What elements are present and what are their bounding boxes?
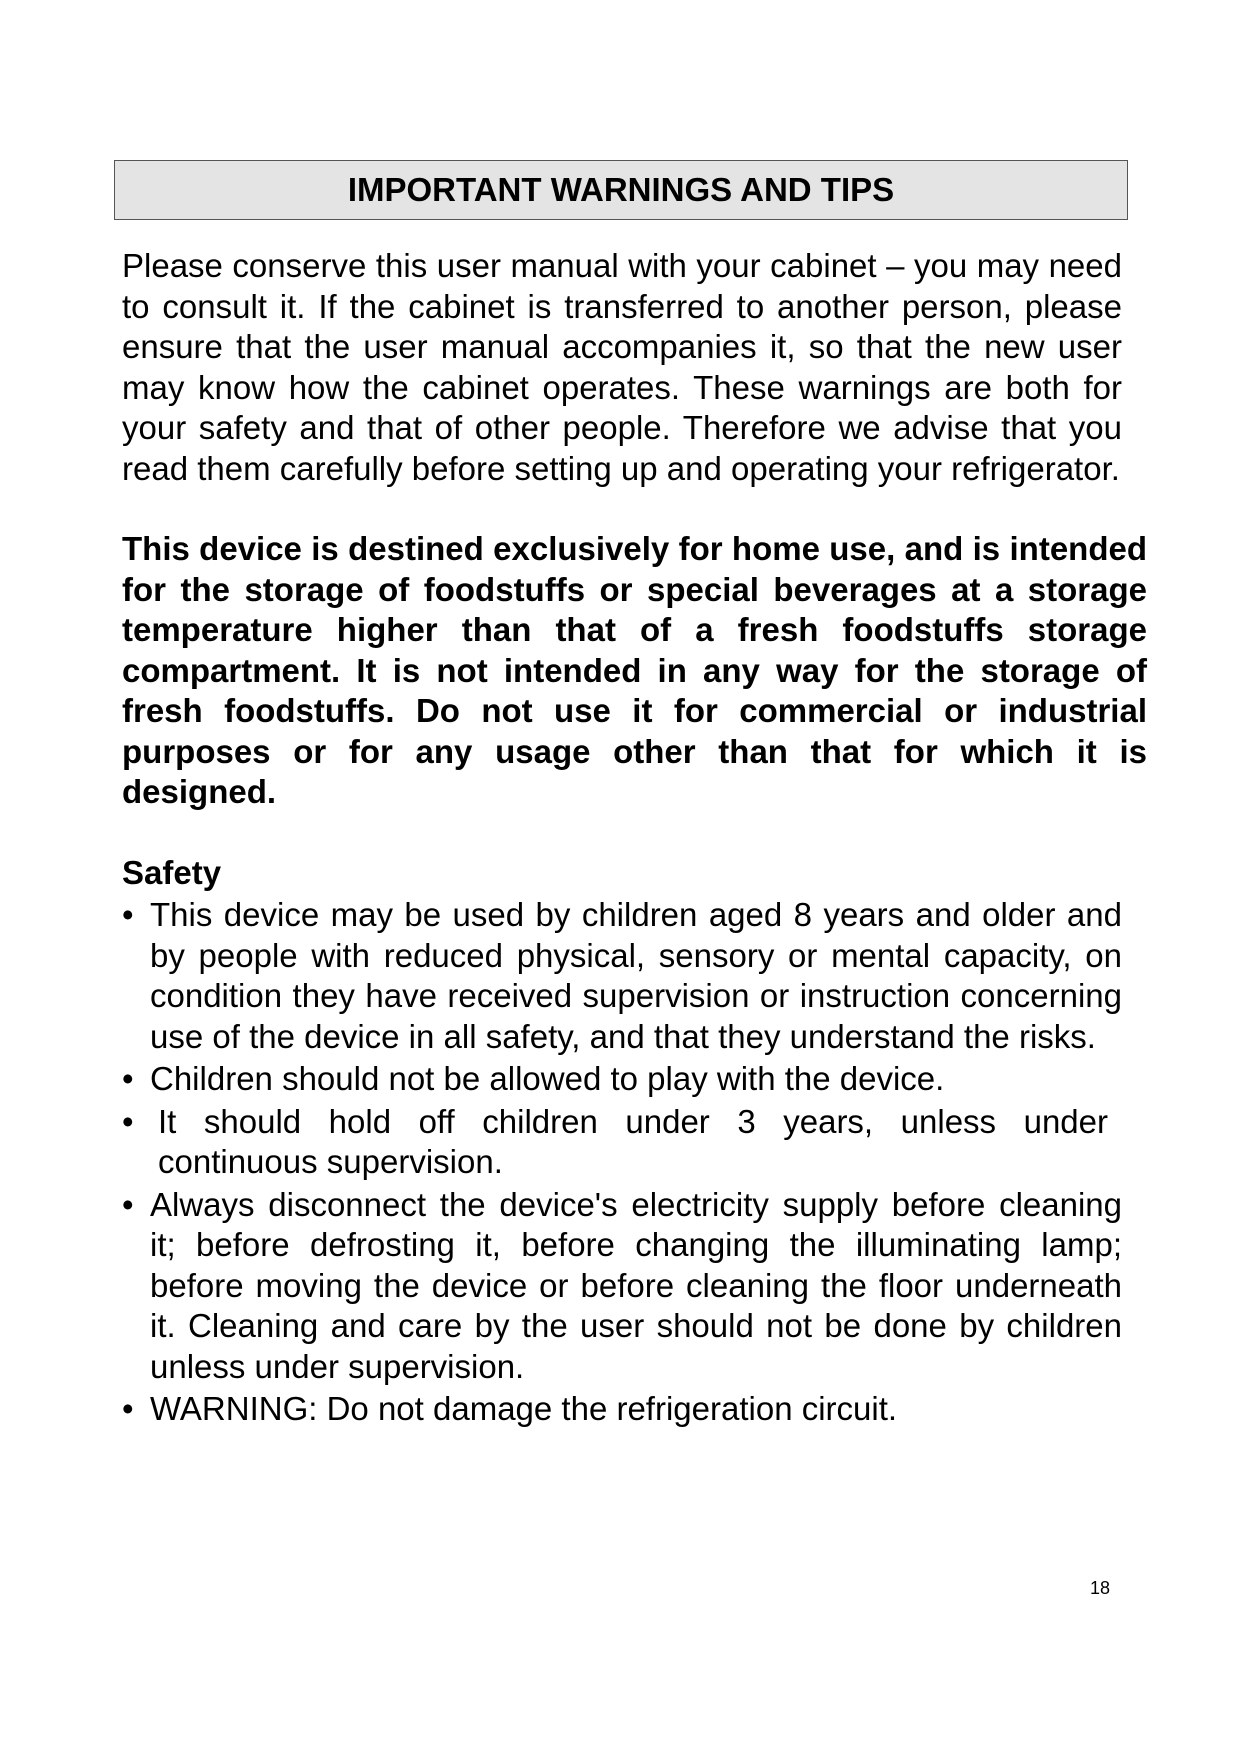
usage-warning-paragraph: This device is destined exclusively for home use, and is intended for the storage of foodstuffs or special beverages at a storage temperature higher than that of a fresh foodstuffs storage compartment. It is not intended in any way for the storage of fresh foodstuffs. Do not use it for commercial or industrial purposes or for any usage other than that for which it is designed. [122,530,1147,810]
safety-item-text: It should hold off children under 3 years, unless under continuous supervision. [158,1102,1108,1180]
list-item [122,1389,1122,1430]
list-item [122,895,1122,1057]
bullet-icon: • [122,1102,134,1140]
bullet-icon: • [122,1390,134,1427]
safety-item-text: Children should not be allowed to play with the device. [150,1060,945,1097]
list-item [122,1185,1122,1388]
intro-paragraph: Please conserve this user manual with your cabinet – you may need to consult it. If the cabinet is transferred to another person, please ensure that the user manual accompanies it, so that the new user may know how the cabinet operates. These warnings are both for your safety and that of other people. Therefore we advise that you read them carefully before setting up and operating your refrigerator. [122,247,1122,487]
bullet-icon: • [122,896,134,933]
safety-item-text: WARNING: Do not damage the refrigeration circuit. [150,1390,898,1427]
list-item [122,1059,1122,1100]
section-title [114,160,1128,220]
section-title-text: IMPORTANT WARNINGS AND TIPS [347,171,895,208]
list-item [122,1102,1122,1183]
bullet-icon: • [122,1185,134,1223]
safety-list [122,895,1122,1430]
safety-item-text: This device may be used by children aged 8 years and older and by people with reduced physical, sensory or mental capacity, on condition they have received supervision or instruction concerning use of the device in all safety, and that they understand the risks. [150,896,1122,1055]
page-number: 18 [1090,1578,1111,1598]
safety-item-text: Always disconnect the device's electricity supply before cleaning it; before defrosting it, before changing the illuminating lamp; before moving the device or before cleaning the floor underneath it. Cleaning and care by the user should not be done by children unless under supervision. [150,1185,1122,1385]
page-content [122,246,1147,1432]
bullet-icon: • [122,1060,134,1097]
safety-heading: Safety [122,853,222,891]
